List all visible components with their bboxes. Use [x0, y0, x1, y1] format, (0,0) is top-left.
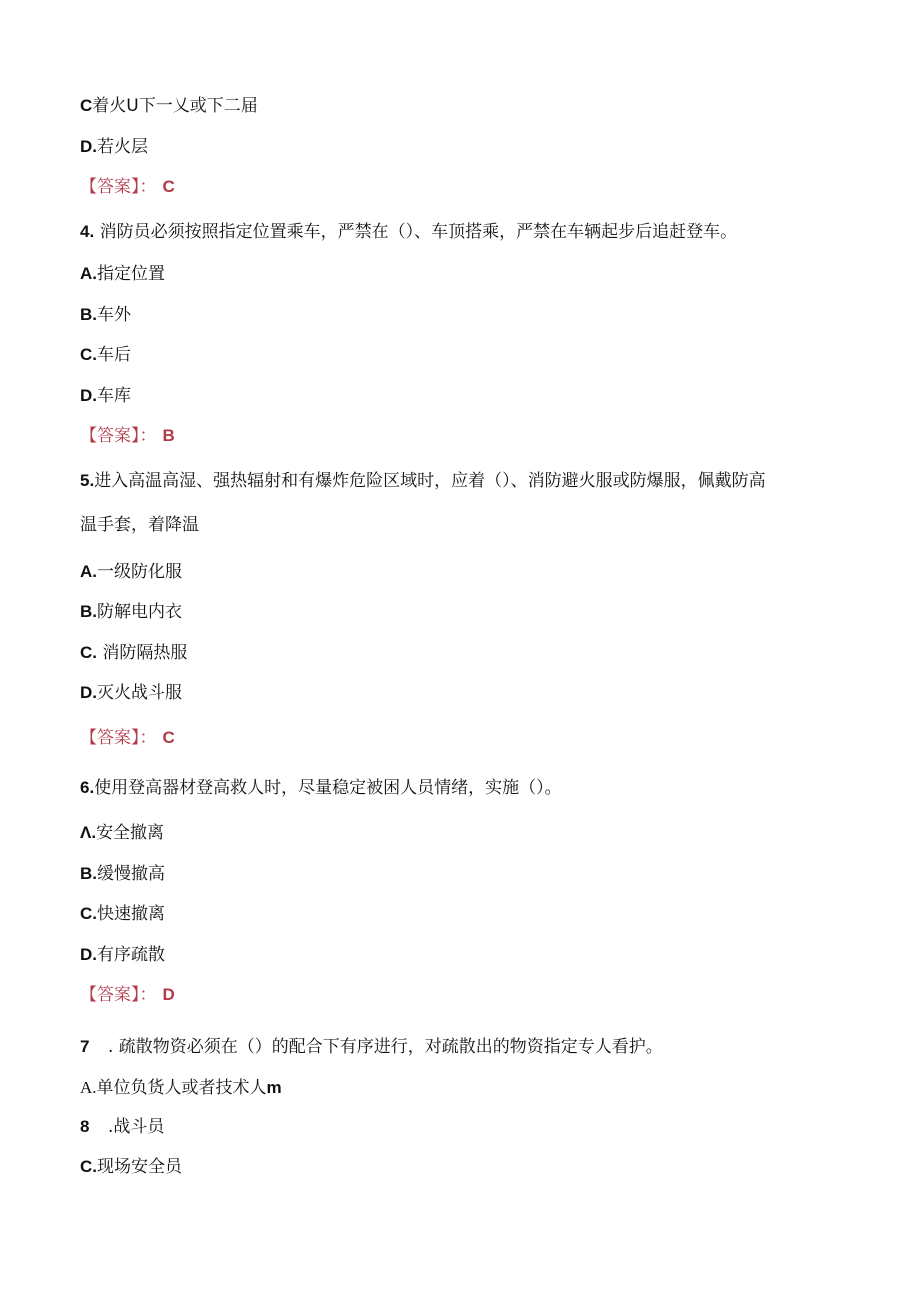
option-b [80, 601, 182, 623]
question-7 [80, 1036, 663, 1058]
answer-label: 【答案】： [80, 985, 157, 1005]
answer-line [80, 425, 175, 447]
option-d [80, 682, 182, 704]
question-6 [80, 777, 562, 799]
option-letter: C. [80, 1157, 97, 1176]
answer-value: C [162, 177, 175, 196]
option-a [80, 263, 165, 285]
option-a [80, 822, 164, 844]
question-number: 5. [80, 471, 95, 490]
option-letter: B. [80, 602, 97, 621]
option-letter: Λ. [80, 823, 97, 842]
answer-value: C [162, 728, 175, 747]
option-letter: C. [80, 904, 97, 923]
answer-line [80, 984, 175, 1006]
question-number: 4. [80, 222, 95, 241]
option-d [80, 385, 131, 407]
question-number: 7 [80, 1037, 90, 1056]
question-number: 6. [80, 778, 95, 797]
option-d [80, 136, 148, 158]
answer-value: D [162, 985, 175, 1004]
option-letter: C. [80, 345, 97, 364]
option-text: 灭火战斗服 [97, 683, 182, 703]
question-text: 使用登高器材登高救人时，尽量稳定被困人员情绪，实施（）。 [94, 778, 562, 798]
option-c [80, 642, 187, 664]
option-letter: D. [80, 386, 97, 405]
answer-label: 【答案】： [80, 728, 157, 748]
option-text: 现场安全员 [97, 1157, 182, 1177]
question-text: 温手套，着降温 [80, 515, 199, 535]
option-text: 车库 [97, 386, 131, 406]
option-text: 安全撤离 [96, 823, 165, 843]
option-text: 防解电内衣 [97, 602, 182, 622]
option-b-line [80, 1116, 164, 1138]
option-c [80, 344, 131, 366]
option-text: 车后 [97, 345, 131, 365]
answer-value: B [162, 426, 175, 445]
option-text: 车外 [97, 305, 131, 325]
option-letter: A. [80, 264, 97, 283]
option-text: 缓慢撤高 [97, 864, 165, 884]
answer-label: 【答案】： [80, 426, 157, 446]
option-text: 有序疏散 [97, 945, 165, 965]
option-letter: B. [80, 305, 97, 324]
option-text: 若火层 [97, 137, 148, 157]
option-text: 一级防化服 [97, 562, 182, 582]
line-number: 8 [80, 1117, 90, 1136]
option-text: A.单位负货人或者技术人 [80, 1078, 267, 1097]
option-letter: D. [80, 945, 97, 964]
option-text: 指定位置 [97, 264, 165, 284]
option-b [80, 863, 165, 885]
option-d [80, 944, 165, 966]
option-letter: C [80, 96, 93, 115]
answer-line [80, 176, 175, 198]
option-suffix: m [266, 1078, 282, 1097]
question-4 [80, 221, 737, 243]
option-text: 消防隔热服 [97, 643, 188, 663]
option-letter: B. [80, 864, 97, 883]
option-a [80, 561, 182, 583]
question-text: 消防员必须按照指定位置乘车，严禁在（）、车顶搭乘，严禁在车辆起步后追赶登车。 [99, 222, 738, 242]
option-letter: A. [80, 562, 97, 581]
answer-line [80, 727, 175, 749]
option-text: 快速撤离 [97, 904, 165, 924]
option-letter: D. [80, 137, 97, 156]
option-text: .战斗员 [108, 1117, 165, 1137]
question-text: . 疏散物资必须在（）的配合下有序进行，对疏散出的物资指定专人看护。 [108, 1037, 663, 1057]
option-b [80, 304, 131, 326]
option-c [80, 95, 258, 117]
option-text: 着火U下一乂或下二届 [92, 96, 258, 116]
question-5 [80, 470, 766, 492]
option-c [80, 903, 165, 925]
option-c [80, 1156, 182, 1178]
option-letter: D. [80, 683, 97, 702]
option-letter: C. [80, 643, 97, 662]
option-a [80, 1077, 282, 1099]
answer-label: 【答案】： [80, 177, 157, 197]
question-5-continued [80, 514, 199, 536]
question-text: 进入高温高湿、强热辐射和有爆炸危险区域时，应着（）、消防避火服或防爆服，佩戴防高 [94, 471, 766, 491]
